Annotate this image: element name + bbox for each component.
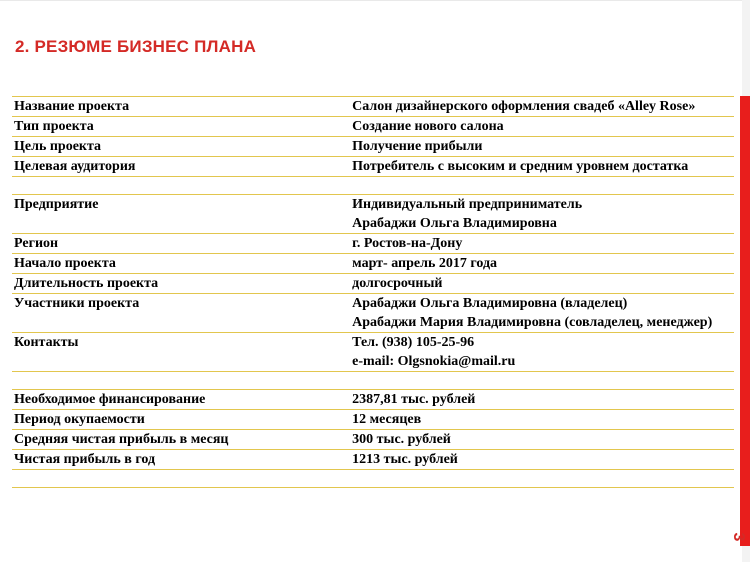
row-value-line: 300 тыс. рублей <box>352 432 451 447</box>
row-value <box>350 157 734 177</box>
page-number: 3 <box>730 532 747 542</box>
row-value <box>350 274 734 294</box>
table-row <box>12 450 734 470</box>
table-row <box>12 254 734 274</box>
row-label: Регион <box>12 234 350 254</box>
row-label: Длительность проекта <box>12 274 350 294</box>
row-value-line: Потребитель с высоким и средним уровнем достатка <box>352 159 689 174</box>
table-row <box>12 195 734 234</box>
row-label: Средняя чистая прибыль в месяц <box>12 430 350 450</box>
row-label <box>12 470 350 488</box>
row-value-line: Арабаджи Ольга Владимировна <box>352 216 557 231</box>
row-value <box>350 117 734 137</box>
row-value <box>350 294 734 333</box>
table-row <box>12 97 734 117</box>
table-row <box>12 470 734 488</box>
table-row <box>12 372 734 390</box>
row-value-line: Салон дизайнерского оформления свадеб «Alley Rose» <box>352 99 696 114</box>
row-value <box>350 390 734 410</box>
table-row <box>12 137 734 157</box>
row-value <box>350 254 734 274</box>
table-row <box>12 177 734 195</box>
table-row <box>12 157 734 177</box>
row-label: Чистая прибыль в год <box>12 450 350 470</box>
row-value-line: Получение прибыли <box>352 139 483 154</box>
row-value-line: Арабаджи Мария Владимировна (совладелец, менеджер) <box>352 315 713 330</box>
row-label <box>12 372 350 390</box>
row-value <box>350 450 734 470</box>
row-value-line: Создание нового салона <box>352 119 504 134</box>
table-row <box>12 333 734 372</box>
row-label: Название проекта <box>12 97 350 117</box>
summary-table <box>12 96 734 488</box>
table-row <box>12 410 734 430</box>
table-row <box>12 430 734 450</box>
row-value-line: 1213 тыс. рублей <box>352 452 458 467</box>
row-value <box>350 430 734 450</box>
row-label: Начало проекта <box>12 254 350 274</box>
row-value-line: Индивидуальный предприниматель <box>352 197 583 212</box>
row-value <box>350 137 734 157</box>
row-value-line: 2387,81 тыс. рублей <box>352 392 476 407</box>
table-row <box>12 390 734 410</box>
row-label: Необходимое финансирование <box>12 390 350 410</box>
accent-side-bar <box>740 96 750 546</box>
row-label: Контакты <box>12 333 350 372</box>
row-value-line: г. Ростов-на-Дону <box>352 236 463 251</box>
row-label <box>12 177 350 195</box>
row-label: Предприятие <box>12 195 350 234</box>
page-title: 2. РЕЗЮМЕ БИЗНЕС ПЛАНА <box>15 37 257 56</box>
row-label: Период окупаемости <box>12 410 350 430</box>
table-row <box>12 294 734 333</box>
top-divider <box>0 0 750 1</box>
row-value-line: e-mail: Olgsnokia@mail.ru <box>352 354 516 369</box>
row-value <box>350 333 734 372</box>
row-value <box>350 97 734 117</box>
row-value <box>350 410 734 430</box>
row-label: Тип проекта <box>12 117 350 137</box>
row-value <box>350 177 734 195</box>
row-value-line: март- апрель 2017 года <box>352 256 498 271</box>
row-value <box>350 195 734 234</box>
row-value <box>350 470 734 488</box>
row-label: Целевая аудитория <box>12 157 350 177</box>
row-value-line: Арабаджи Ольга Владимировна (владелец) <box>352 296 628 311</box>
row-value-line: Тел. (938) 105-25-96 <box>352 335 475 350</box>
table-row <box>12 274 734 294</box>
row-value <box>350 372 734 390</box>
row-value-line: 12 месяцев <box>352 412 422 427</box>
row-value-line: долгосрочный <box>352 276 443 291</box>
row-label: Участники проекта <box>12 294 350 333</box>
row-value <box>350 234 734 254</box>
table-row <box>12 234 734 254</box>
row-label: Цель проекта <box>12 137 350 157</box>
table-row <box>12 117 734 137</box>
